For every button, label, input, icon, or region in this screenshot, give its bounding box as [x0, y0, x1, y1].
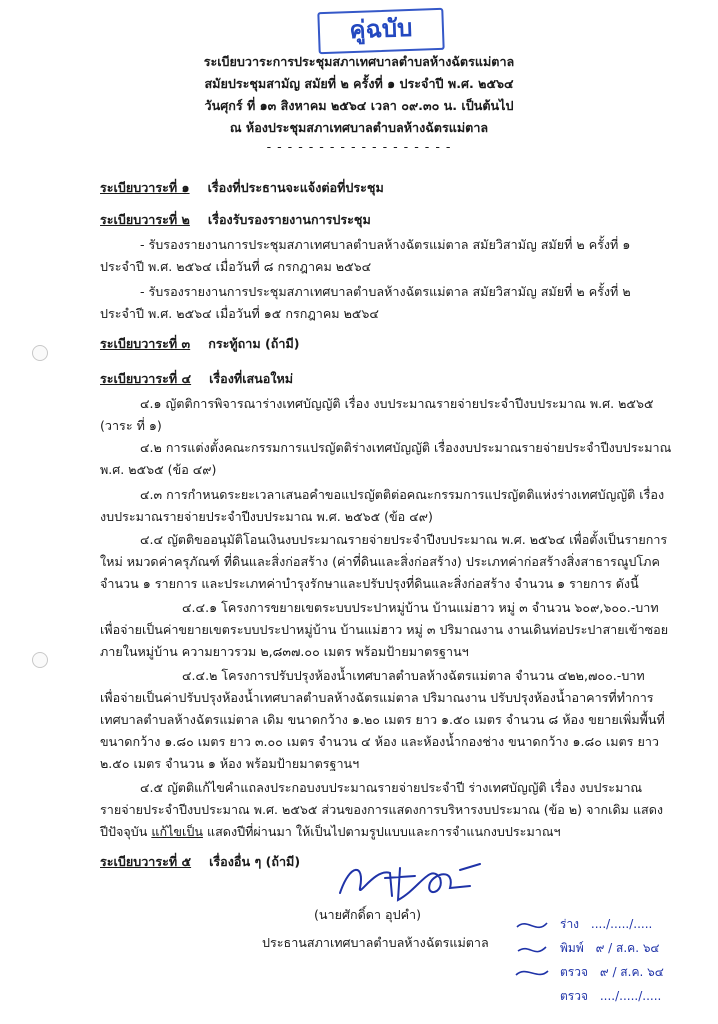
doc-title-line4: ณ ห้องประชุมสภาเทศบาลตำบลห้างฉัตรแม่ตาล — [229, 120, 489, 135]
item-4-5-line3 — [100, 822, 561, 842]
review-row-check2-label: ตรวจ — [560, 989, 589, 1003]
agenda-2-item-1-line1: - รับรองรายงานการประชุมสภาเทศบาลตำบลห้างฉัตรแม่ตาล สมัยวิสามัญ สมัยที่ ๒ ครั้งที่ ๑ — [140, 237, 631, 252]
review-row-check2 — [560, 987, 661, 1006]
agenda-1 — [100, 178, 384, 198]
item-4-4-2-line5: ๒.๕๐ เมตร จำนวน ๑ ห้อง พร้อมป้ายมาตรฐานฯ — [100, 756, 360, 771]
item-4-4-2-line3: เทศบาลตำบลห้างฉัตรแม่ตาล เดิม ขนาดกว้าง ๑.๒๐ เมตร ยาว ๑.๕๐ เมตร จำนวน ๘ ห้อง ขยายเพิ่มพื้นที่ — [100, 712, 665, 727]
item-4-5-line3-part1: ปีปัจจุบัน — [100, 824, 152, 839]
item-4-5-line2: รายจ่ายประจำปีงบประมาณ พ.ศ. ๒๕๖๕ ส่วนของการแสดงการบริหารงบประมาณ (ข้อ ๒) จากเดิม แสดง — [100, 802, 664, 817]
item-4-4-line2: ใหม่ หมวดค่าครุภัณฑ์ ที่ดินและสิ่งก่อสร้าง (ค่าที่ดินและสิ่งก่อสร้าง) ประเภทค่าก่อสร้างสิ่งสาธารณูปโภค — [100, 554, 660, 569]
agenda-4-label: ระเบียบวาระที่ ๔ — [100, 371, 192, 386]
doc-title-line3: วันศุกร์ ที่ ๑๓ สิงหาคม ๒๕๖๔ เวลา ๐๙.๓๐ น. เป็นต้นไป — [204, 98, 514, 113]
review-row-typed — [560, 939, 660, 958]
header-divider: - - - - - - - - - - - - - - - - - - — [266, 139, 452, 154]
review-row-typed-value: ๙ / ส.ค. ๖๔ — [595, 941, 660, 955]
review-row-check1 — [560, 963, 664, 982]
review-row-draft — [560, 915, 652, 934]
review-box — [512, 915, 708, 1017]
agenda-4 — [100, 369, 293, 389]
signer-name: (นายศักดิ์ดา อุปคำ) — [314, 907, 421, 922]
agenda-5-label: ระเบียบวาระที่ ๕ — [100, 854, 192, 869]
item-4-1-line2: (วาระ ที่ ๑) — [100, 418, 162, 433]
review-row-draft-value: ..../...../..... — [590, 917, 653, 931]
review-row-check1-value: ๙ / ส.ค. ๖๔ — [599, 965, 664, 979]
item-4-4-2-line4: ขนาดกว้าง ๑.๘๐ เมตร ยาว ๓.๐๐ เมตร จำนวน ๔ ห้อง และห้องน้ำกองช่าง ขนาดกว้าง ๑.๘๐ เมตร ยาว — [100, 734, 659, 749]
item-4-4-2-line1: ๔.๔.๒ โครงการปรับปรุงห้องน้ำเทศบาลตำบลห้างฉัตรแม่ตาล จำนวน ๔๒๒,๗๐๐.-บาท — [182, 668, 645, 683]
item-4-4-line1: ๔.๔ ญัตติขออนุมัติโอนเงินงบประมาณรายจ่ายประจำปีงบประมาณ พ.ศ. ๒๕๖๔ เพื่อตั้งเป็นรายการ — [140, 532, 668, 547]
item-4-5-line3-corrected: แก้ไขเป็น — [151, 824, 203, 839]
agenda-2 — [100, 210, 371, 230]
agenda-4-title: เรื่องที่เสนอใหม่ — [209, 371, 294, 386]
review-row-check1-label: ตรวจ — [560, 965, 589, 979]
signer-position: ประธานสภาเทศบาลตำบลห้างฉัตรแม่ตาล — [262, 935, 489, 950]
item-4-4-line3: จำนวน ๑ รายการ และประเภทค่าบำรุงรักษาและปรับปรุงที่ดินและสิ่งก่อสร้าง จำนวน ๑ รายการ ดังนี้ — [100, 576, 639, 591]
punch-hole-top — [32, 345, 48, 361]
agenda-2-title: เรื่องรับรองรายงานการประชุม — [207, 212, 371, 227]
item-4-3-line1: ๔.๓ การกำหนดระยะเวลาเสนอคำขอแปรญัตติต่อคณะกรรมการแปรญัตติแห่งร่างเทศบัญญัติ เรื่อง — [140, 487, 665, 502]
agenda-2-label: ระเบียบวาระที่ ๒ — [100, 212, 190, 227]
item-4-4-1-line2: เพื่อจ่ายเป็นค่าขยายเขตระบบประปาหมู่บ้าน บ้านแม่ฮาว หมู่ ๓ ปริมาณงาน งานเดินท่อประปาสายเข้าซอย — [100, 622, 669, 637]
doc-title-line1: ระเบียบวาระการประชุมสภาเทศบาลตำบลห้างฉัตรแม่ตาล — [203, 54, 515, 69]
item-4-5-line1: ๔.๕ ญัตติแก้ไขคำแถลงประกอบงบประมาณรายจ่ายประจำปี ร่างเทศบัญญัติ เรื่อง งบประมาณ — [140, 780, 643, 795]
review-row-draft-label: ร่าง — [560, 917, 580, 931]
agenda-5-title: เรื่องอื่น ๆ (ถ้ามี) — [209, 854, 301, 869]
agenda-3-label: ระเบียบวาระที่ ๓ — [100, 336, 191, 351]
punch-hole-bottom — [32, 652, 48, 668]
item-4-4-1-line1: ๔.๔.๑ โครงการขยายเขตระบบประปาหมู่บ้าน บ้านแม่ฮาว หมู่ ๓ จำนวน ๖๐๙,๖๐๐.-บาท — [182, 600, 659, 615]
handwritten-signature — [330, 858, 490, 908]
agenda-3 — [100, 334, 300, 354]
agenda-2-item-1-line2: ประจำปี พ.ศ. ๒๕๖๔ เมื่อวันที่ ๘ กรกฎาคม ๒๕๖๔ — [100, 259, 372, 274]
review-row-typed-label: พิมพ์ — [560, 941, 584, 955]
item-4-2-line1: ๔.๒ การแต่งตั้งคณะกรรมการแปรญัตติร่างเทศบัญญัติ เรื่องงบประมาณรายจ่ายประจำปีงบประมาณ — [140, 440, 672, 455]
item-4-4-2-line2: เพื่อจ่ายเป็นค่าปรับปรุงห้องน้ำเทศบาลตำบลห้างฉัตรแม่ตาล ปริมาณงาน ปรับปรุงห้องน้ำอาคารที่ทำการ — [100, 690, 654, 705]
agenda-2-item-2-line1: - รับรองรายงานการประชุมสภาเทศบาลตำบลห้างฉัตรแม่ตาล สมัยวิสามัญ สมัยที่ ๒ ครั้งที่ ๒ — [140, 284, 631, 299]
review-row-check2-value: ..../...../..... — [599, 989, 662, 1003]
item-4-1-line1: ๔.๑ ญัตติการพิจารณาร่างเทศบัญญัติ เรื่อง งบประมาณรายจ่ายประจำปีงบประมาณ พ.ศ. ๒๕๖๕ — [140, 396, 654, 411]
agenda-1-label: ระเบียบวาระที่ ๑ — [100, 180, 190, 195]
item-4-4-1-line3: ภายในหมู่บ้าน ความยาวรวม ๒,๘๓๗.๐๐ เมตร พร้อมป้ายมาตรฐานฯ — [100, 644, 469, 659]
agenda-5 — [100, 852, 300, 872]
initials-scribble — [512, 915, 552, 1015]
item-4-3-line2: งบประมาณรายจ่ายประจำปีงบประมาณ พ.ศ. ๒๕๖๕ (ข้อ ๔๙) — [100, 509, 433, 524]
agenda-2-item-2-line2: ประจำปี พ.ศ. ๒๕๖๔ เมื่อวันที่ ๑๕ กรกฎาคม ๒๕๖๔ — [100, 306, 379, 321]
agenda-1-title: เรื่องที่ประธานจะแจ้งต่อที่ประชุม — [207, 180, 384, 195]
item-4-5-line3-part3: แสดงปีที่ผ่านมา ให้เป็นไปตามรูปแบบและการจำแนกงบประมาณฯ — [202, 824, 561, 839]
agenda-3-title: กระทู้ถาม (ถ้ามี) — [208, 336, 300, 351]
copy-stamp: คู่ฉบับ — [317, 8, 444, 54]
doc-title-line2: สมัยประชุมสามัญ สมัยที่ ๒ ครั้งที่ ๑ ประจำปี พ.ศ. ๒๕๖๔ — [204, 76, 514, 91]
item-4-2-line2: พ.ศ. ๒๕๖๕ (ข้อ ๔๙) — [100, 462, 217, 477]
